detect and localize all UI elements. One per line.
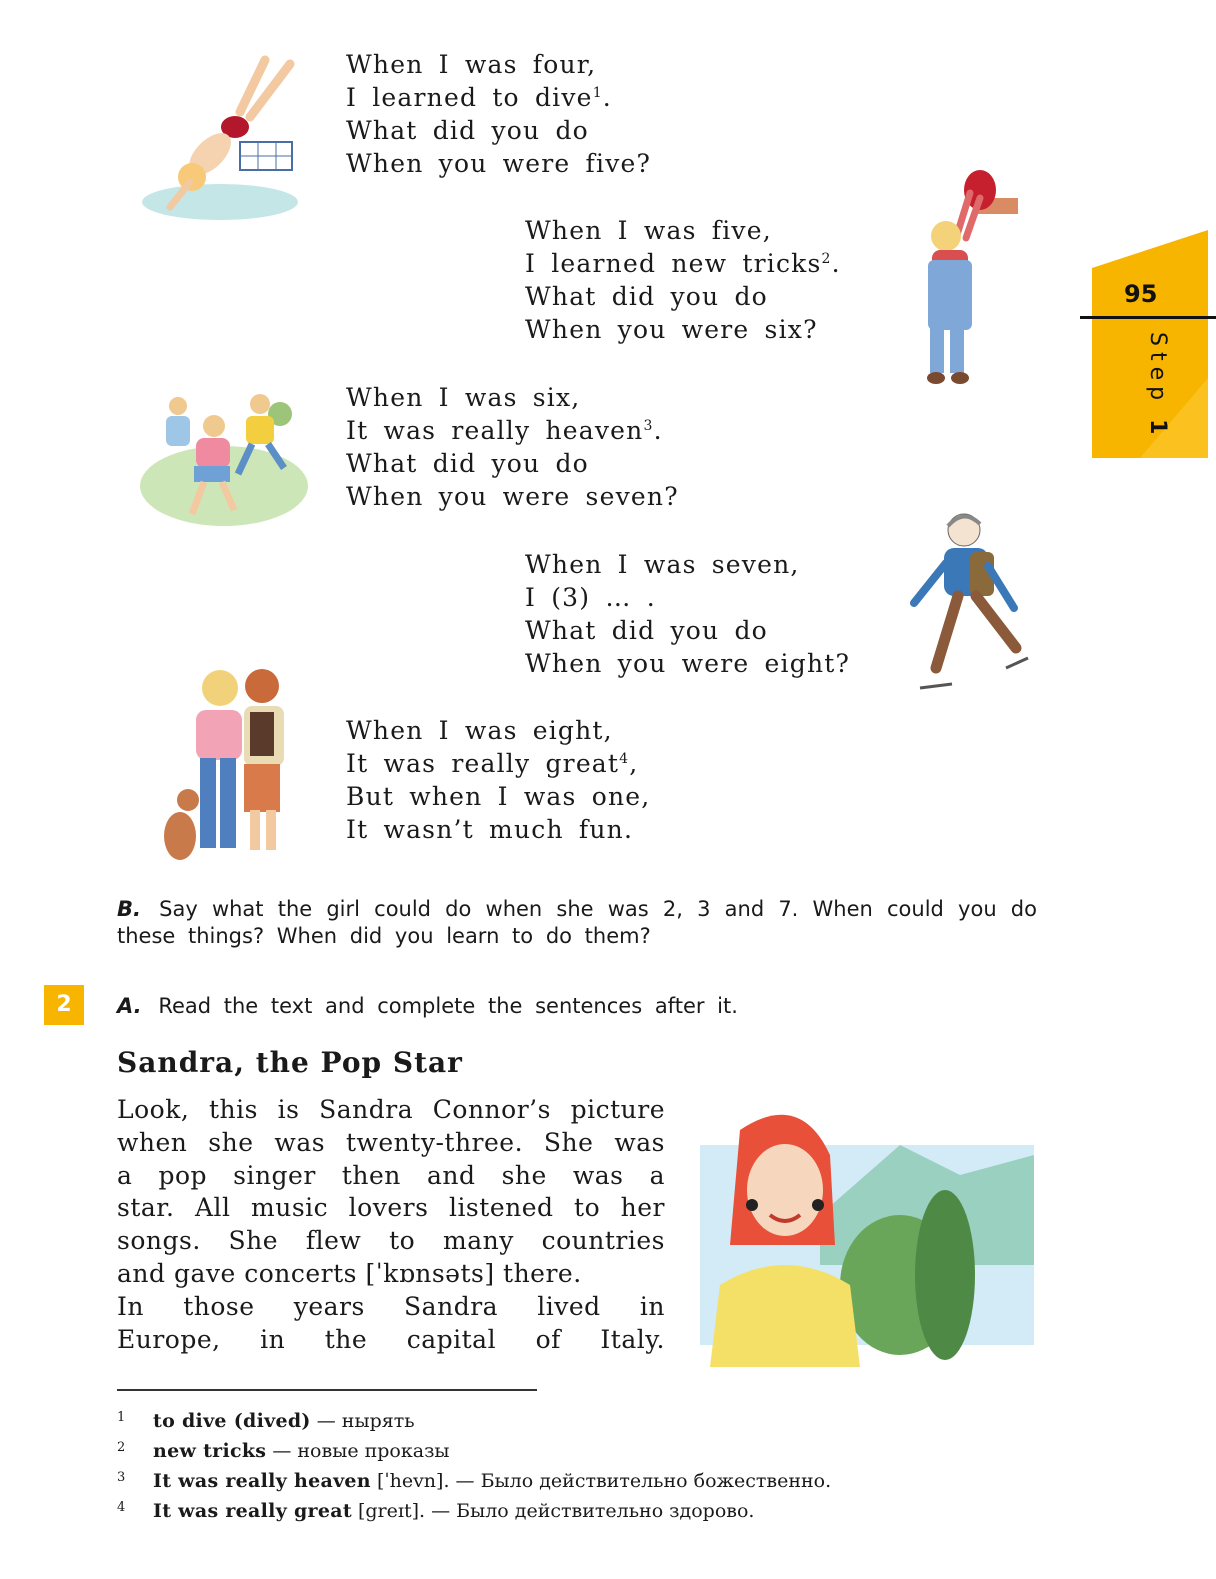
step-label-number: 1 xyxy=(1145,419,1170,441)
step-label xyxy=(1145,332,1170,440)
task-b-letter: B. xyxy=(117,897,141,921)
footnote-3 xyxy=(117,1463,831,1496)
footnote-2 xyxy=(117,1433,450,1466)
poem-punct: . xyxy=(831,249,841,278)
footnote-ref-4: 4 xyxy=(619,751,630,767)
poem-stanza-1 xyxy=(346,48,651,180)
exercise-2-letter: A. xyxy=(117,994,142,1018)
poem-line: When I was five, xyxy=(525,216,772,245)
poem-line: When you were seven? xyxy=(346,482,679,511)
footnote-translation: [greɪt]. — Было действительно здорово. xyxy=(351,1500,755,1522)
task-b xyxy=(117,896,1037,950)
exercise-number-badge xyxy=(44,985,84,1025)
poem-line: I (3) … . xyxy=(525,583,656,612)
story-text xyxy=(117,1094,665,1356)
footnote-number: 3 xyxy=(117,1470,126,1485)
poem-stanza-5 xyxy=(346,714,650,846)
poem-line: When I was eight, xyxy=(346,716,613,745)
footnote-number: 1 xyxy=(117,1410,126,1425)
footnote-ref-1: 1 xyxy=(592,85,603,101)
footnote-term: new tricks xyxy=(153,1440,267,1462)
footnote-ref-2: 2 xyxy=(821,251,832,267)
footnote-divider xyxy=(117,1389,537,1391)
footnote-translation: [ˈhevn]. — Было действительно божественно. xyxy=(370,1470,832,1492)
poem-line: When you were six? xyxy=(525,315,818,344)
poem-line: When I was seven, xyxy=(525,550,800,579)
footnote-term: It was really heaven xyxy=(153,1470,371,1492)
story-line: and gave concerts [ˈkɒnsəts] there. xyxy=(117,1258,582,1288)
footnote-4 xyxy=(117,1493,754,1526)
story-line: a pop singer then and she was a xyxy=(117,1160,665,1190)
story-line: Look, this is Sandra Connor’s picture xyxy=(117,1095,665,1124)
footnote-ref-3: 3 xyxy=(643,418,654,434)
exercise-number: 2 xyxy=(56,992,72,1017)
poem-line: When you were five? xyxy=(346,149,652,178)
poem-punct: . xyxy=(653,416,663,445)
footnote-number: 4 xyxy=(117,1500,126,1515)
step-label-text: Step xyxy=(1145,332,1170,407)
footnote-1 xyxy=(117,1403,415,1436)
exercise-2-text: Read the text and complete the sentences after it. xyxy=(158,994,738,1018)
page-number: 95 xyxy=(1124,280,1158,308)
page-divider xyxy=(1080,316,1216,319)
story-title: Sandra, the Pop Star xyxy=(117,1046,463,1079)
footnote-term: It was really great xyxy=(153,1500,352,1522)
poem-line xyxy=(525,247,841,280)
poem-line-text: It was really heaven xyxy=(346,416,644,445)
poem-line: But when I was one, xyxy=(346,782,651,811)
poem-stanza-3 xyxy=(346,381,679,513)
poem-line: When you were eight? xyxy=(525,649,851,678)
skating-girl-illustration xyxy=(906,508,1032,704)
poem-line: What did you do xyxy=(525,616,768,645)
poem-line-text: It was really great xyxy=(346,749,620,778)
poem-punct: . xyxy=(602,83,612,112)
footnote-translation: — нырять xyxy=(310,1410,415,1432)
sandra-portrait-illustration xyxy=(700,1105,1034,1367)
running-kids-illustration xyxy=(138,386,310,532)
story-line: songs. She flew to many countries xyxy=(117,1226,665,1256)
footnote-number: 2 xyxy=(117,1440,126,1455)
poem-stanza-2 xyxy=(525,214,841,346)
footnote-term: to dive (dived) xyxy=(153,1410,311,1432)
story-line: In those years Sandra lived in xyxy=(117,1291,665,1321)
poem-line: What did you do xyxy=(525,282,768,311)
poem-line-text: I learned to dive xyxy=(346,83,593,112)
poem-line: It wasn’t much fun. xyxy=(346,815,634,844)
poem-line xyxy=(346,81,651,114)
story-line: when she was twenty-three. She was xyxy=(117,1127,665,1157)
climbing-girl-illustration xyxy=(918,168,1018,390)
poem-line xyxy=(346,747,650,780)
poem-stanza-4 xyxy=(525,548,850,680)
poem-line: When I was six, xyxy=(346,383,581,412)
poem-line: What did you do xyxy=(346,449,589,478)
footnote-translation: — новые проказы xyxy=(266,1440,450,1462)
page-tab xyxy=(1080,228,1216,458)
two-girls-with-dog-illustration xyxy=(152,660,302,868)
poem-line: When I was four, xyxy=(346,50,597,79)
story-line: Europe, in the capital of Italy. xyxy=(117,1324,665,1354)
poem-line xyxy=(346,414,679,447)
poem-punct: , xyxy=(629,749,639,778)
exercise-2-instruction xyxy=(117,993,1037,1020)
poem-line-text: I learned new tricks xyxy=(525,249,822,278)
story-line: star. All music lovers listened to her xyxy=(117,1193,665,1223)
poem-line: What did you do xyxy=(346,116,589,145)
task-b-text: Say what the girl could do when she was 2, 3 and 7. When could you do these things? When did you learn to do them? xyxy=(117,897,1037,948)
diving-boy-illustration xyxy=(140,52,305,222)
